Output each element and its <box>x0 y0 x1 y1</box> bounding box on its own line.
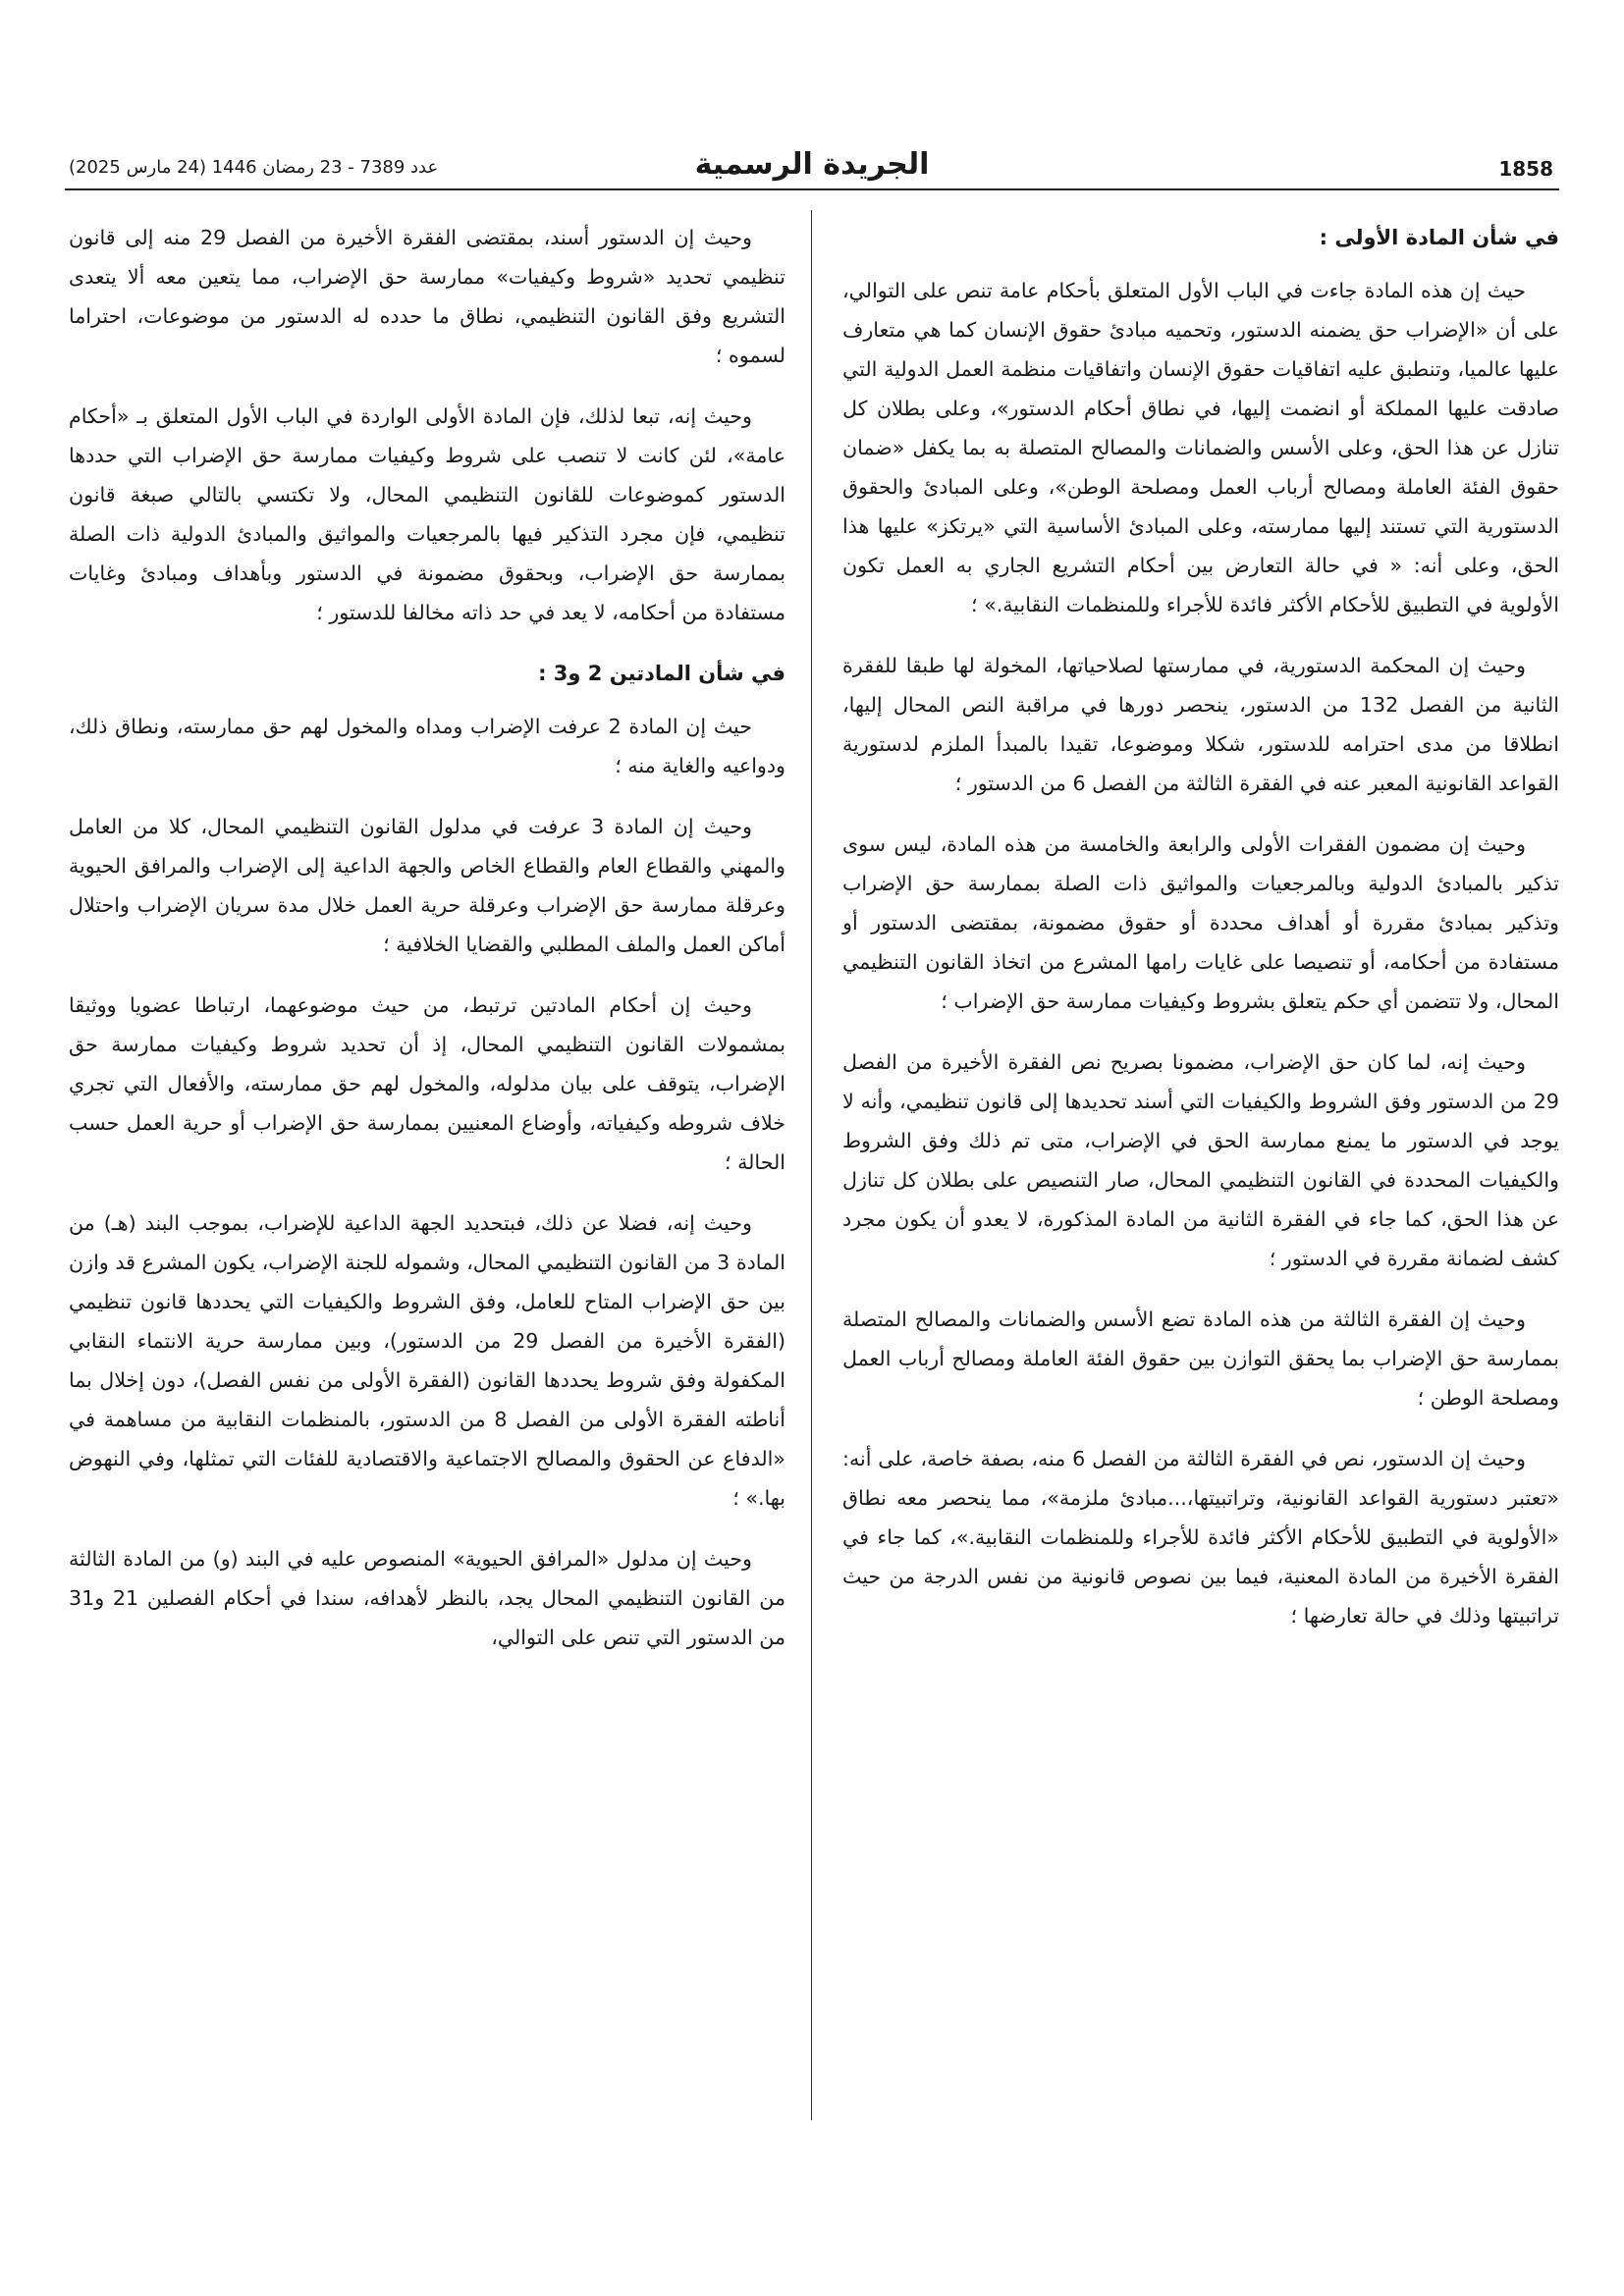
right-column <box>842 218 1559 1657</box>
paragraph: وحيث إن مدلول «المرافق الحيوية» المنصوص عليه في البند (و) من المادة الثالثة من القانون التنظيمي المحال يجد، بالنظر لأهدافه، سندا في أحكام الفصلين 21 و31 من الدستور التي تنص على التوالي، <box>69 1547 785 1649</box>
page-header <box>65 147 1559 190</box>
paragraph: وحيث إنه، لما كان حق الإضراب، مضمونا بصريح نص الفقرة الأخيرة من الفصل 29 من الدستور وفق الشروط والكيفيات التي أسند تحديدها إلى قانون تنظيمي، وأنه لا يوجد في الدستور ما يمنع ممارسة الحق في الإضراب، متى تم ذلك وفق الشروط والكيفيات المحددة في القانون التنظيمي المحال، صار التنصيص على بطلان كل تنازل عن هذا الحق، كما جاء في الفقرة الثانية من المادة المذكورة، لا يعدو أن يكون مجرد كشف لضمانة مقررة في الدستور ؛ <box>842 1050 1559 1270</box>
paragraph: وحيث إن المحكمة الدستورية، في ممارستها لصلاحياتها، المخولة لها طبقا للفقرة الثانية من الفصل 132 من الدستور، ينحصر دورها في مراقبة النص المحال إليها، انطلاقا من مدى احترامه للدستور، شكلا وموضوعا، تقيدا بالمبدأ الملزم لدستورية القواعد القانونية المعبر عنه في الفقرة الثالثة من الفصل 6 من الدستور ؛ <box>842 654 1559 795</box>
gazette-title: الجريدة الرسمية <box>694 147 930 182</box>
column-divider <box>811 210 812 2120</box>
paragraph: حيث إن هذه المادة جاءت في الباب الأول المتعلق بأحكام عامة تنص على التوالي، على أن «الإضراب حق يضمنه الدستور، وتحميه مبادئ حقوق الإنسان كما هي متعارف عليها عالميا، وتنطبق عليه اتفاقيات حقوق الإنسان واتفاقيات منظمة العمل الدولية التي صادقت عليها المملكة أو انضمت إليها، في نطاق أحكام الدستور»، وعلى بطلان كل تنازل عن هذا الحق، وعلى الأسس والضمانات والمصالح المتصلة به بما يكفل «ضمان حقوق الفئة العاملة ومصالح أرباب العمل ومصلحة الوطن»، وعلى المبادئ والحقوق الدستورية التي تستند إليها ممارسته، وعلى المبادئ الأساسية التي «يرتكز» عليها هذا الحق، وعلى أنه: « في حالة التعارض بين أحكام التشريع الجاري به العمل تكون الأولوية في التطبيق للأحكام الأكثر فائدة للأجراء وللمنظمات النقابية.» ؛ <box>842 279 1559 616</box>
paragraph: وحيث إنه، فضلا عن ذلك، فبتحديد الجهة الداعية للإضراب، بموجب البند (هـ) من المادة 3 من القانون التنظيمي المحال، وشموله للجنة الإضراب، يكون المشرع قد وازن بين حق الإضراب المتاح للعامل، وفق الشروط والكيفيات التي يحددها قانون تنظيمي (الفقرة الأخيرة من الفصل 29 من الدستور)، وبين ممارسة حرية الانتماء النقابي المكفولة وفق شروط يحددها القانون (الفقرة الأولى من نفس الفصل)، دون إخلال بما أناطته الفقرة الأولى من الفصل 8 من الدستور، بالمنظمات النقابية من مساهمة في «الدفاع عن الحقوق والمصالح الاجتماعية والاقتصادية للفئات التي تمثلها، وفي النهوض بها.» ؛ <box>69 1211 785 1510</box>
paragraph: وحيث إن أحكام المادتين ترتبط، من حيث موضوعهما، ارتباطا عضويا ووثيقا بمشمولات القانون التنظيمي المحال، إذ أن تحديد شروط وكيفيات ممارسة حق الإضراب، يتوقف على بيان مدلوله، والمخول لهم حق ممارسته، والأفعال التي تجري خلاف شروطه وكيفياته، وأوضاع المعنيين بممارسة حق الإضراب أو حرية العمل حسب الحالة ؛ <box>69 993 785 1174</box>
paragraph: وحيث إن الدستور، نص في الفقرة الثالثة من الفصل 6 منه، بصفة خاصة، على أنه: «تعتبر دستورية القواعد القانونية، وتراتبيتها،...مبادئ ملزمة»، مما ينحصر معه نطاق «الأولوية في التطبيق للأحكام الأكثر فائدة للأجراء وللمنظمات النقابية.»، كما جاء في الفقرة الأخيرة من المادة المعنية، فيما بين نصوص قانونية من نفس الدرجة من حيث تراتبيتها وذلك في حالة تعارضها ؛ <box>842 1447 1559 1628</box>
paragraph: وحيث إن الدستور أسند، بمقتضى الفقرة الأخيرة من الفصل 29 منه إلى قانون تنظيمي تحديد «شروط وكيفيات» ممارسة حق الإضراب، مما يتعين معه ألا يتعدى التشريع وفق القانون التنظيمي، نطاق ما حدده له الدستور من موضوعات، احتراما لسموه ؛ <box>69 226 785 367</box>
paragraph: وحيث إن الفقرة الثالثة من هذه المادة تضع الأسس والضمانات والمصالح المتصلة بممارسة حق الإضراب بما يحقق التوازن بين حقوق الفئة العاملة ومصالح أرباب العمل ومصلحة الوطن ؛ <box>842 1308 1559 1410</box>
paragraph: وحيث إنه، تبعا لذلك، فإن المادة الأولى الواردة في الباب الأول المتعلق بـ «أحكام عامة»، لئن كانت لا تنصب على شروط وكيفيات ممارسة حق الإضراب التي حددها الدستور كموضوعات للقانون التنظيمي المحال، ولا تكتسي بالتالي صبغة قانون تنظيمي، فإن مجرد التذكير فيها بالمرجعيات والمواثيق والمبادئ الدولية ذات الصلة بممارسة حق الإضراب، وبحقوق مضمونة في الدستور وبأهداف ومبادئ وغايات مستفادة من أحكامه، لا يعد في حد ذاته مخالفا للدستور ؛ <box>69 404 785 624</box>
paragraph: حيث إن المادة 2 عرفت الإضراب ومداه والمخول لهم حق ممارسته، ونطاق ذلك، ودواعيه والغاية منه ؛ <box>69 715 785 777</box>
paragraph: وحيث إن المادة 3 عرفت في مدلول القانون التنظيمي المحال، كلا من العامل والمهني والقطاع العام والقطاع الخاص والجهة الداعية إلى الإضراب والمرافق الحيوية وعرقلة ممارسة حق الإضراب وعرقلة حرية العمل خلال مدة سريان الإضراب واحتلال أماكن العمل والملف المطلبي والقضايا الخلافية ؛ <box>69 815 785 956</box>
page-number: 1858 <box>1498 157 1553 181</box>
section-heading-article-1: في شأن المادة الأولى : <box>1319 226 1559 249</box>
issue-info: عدد 7389 - 23 رمضان 1446 (24 مارس 2025) <box>69 157 439 178</box>
left-column <box>69 218 785 1679</box>
paragraph: وحيث إن مضمون الفقرات الأولى والرابعة والخامسة من هذه المادة، ليس سوى تذكير بالمبادئ الدولية وبالمرجعيات والمواثيق ذات الصلة بممارسة حق الإضراب وتذكير بمبادئ مقررة أو أهداف محددة أو حقوق مضمونة، بمقتضى الدستور أو مستفادة من أحكامه، أو تنصيصا على غايات رامها المشرع من اتخاذ القانون التنظيمي المحال، ولا تتضمن أي حكم يتعلق بشروط وكيفيات ممارسة حق الإضراب ؛ <box>842 832 1559 1013</box>
section-heading-articles-2-3: في شأن المادتين 2 و3 : <box>538 662 785 685</box>
